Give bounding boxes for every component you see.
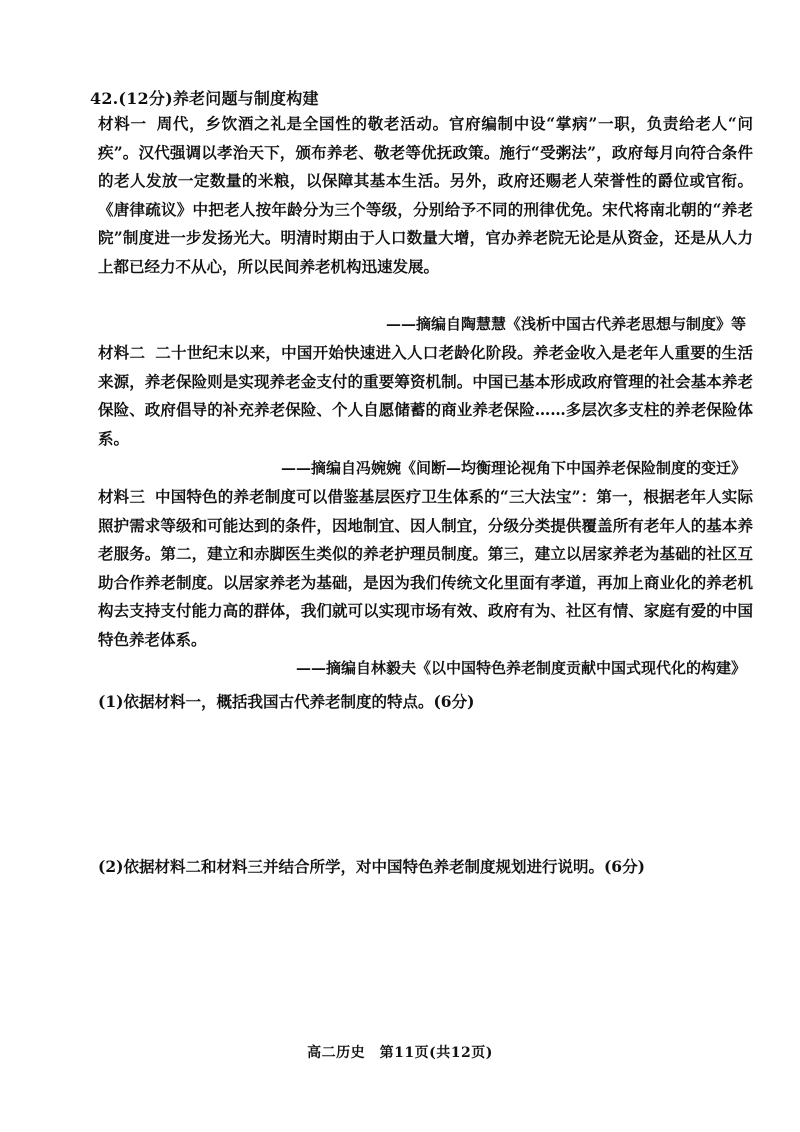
sub-question-2: (2)依据材料二和材料三并结合所学，对中国特色养老制度规划进行说明。(6分) [98, 857, 645, 876]
material-text: 二十世纪末以来，中国开始快速进入人口老龄化阶段。养老金收入是老年人重要的生活来源，养老保险则是实现养老金支付的重要筹资机制。中国已基本形成政府管理的社会基本养老保险、政府倡导的补充养老保险、个人自愿储蓄的商业养老保险……多层次多支柱的养老保险体系。 [98, 343, 753, 448]
question-title: 42.(12分)养老问题与制度构建 [90, 89, 319, 108]
material-2-source: ——摘编自冯婉婉《间断—均衡理论视角下中国养老保险制度的变迁》 [280, 459, 746, 477]
material-text: 周代，乡饮酒之礼是全国性的敬老活动。官府编制中设“掌病”一职，负责给老人“问疾”。汉代强调以孝治天下，颁布养老、敬老等优抚政策。施行“受粥法”，政府每月向符合条件的老人发放一定数量的米粮，以保障其基本生活。另外，政府还赐老人荣誉性的爵位或官衔。《唐律疏议》中把老人按年龄分为三个等级，分别给予不同的刑律优免。宋代将南北朝的“养老院”制度进一步发扬光大。明清时期由于人口数量大增，官办养老院无论是从资金，还是从人力上都已经力不从心，所以民间养老机构迅速发展。 [98, 114, 753, 276]
material-text: 中国特色的养老制度可以借鉴基层医疗卫生体系的“三大法宝”：第一，根据老年人实际照护需求等级和可能达到的条件，因地制宜、因人制宜，分级分类提供覆盖所有老年人的基本养老服务。第二，建立和赤脚医生类似的养老护理员制度。第三，建立以居家养老为基础的社区互助合作养老制度。以居家养老为基础，是因为我们传统文化里面有孝道，再加上商业化的养老机构去支持支付能力高的群体，我们就可以实现市场有效、政府有为、社区有情、家庭有爱的中国特色养老体系。 [98, 487, 753, 649]
material-1-source: ——摘编自陶慧慧《浅析中国古代养老思想与制度》等 [385, 315, 746, 333]
material-2 [98, 339, 753, 453]
material-label: 材料一 [98, 114, 147, 133]
material-label: 材料二 [98, 343, 146, 362]
material-3-source: ——摘编自林毅夫《以中国特色养老制度贡献中国式现代化的构建》 [295, 659, 746, 677]
material-3 [98, 483, 753, 654]
material-label: 材料三 [98, 487, 146, 506]
page-footer: 高二历史 第11页(共12页) [307, 1045, 493, 1061]
sub-question-1: (1)依据材料一，概括我国古代养老制度的特点。(6分) [98, 692, 475, 711]
material-1 [98, 110, 753, 281]
